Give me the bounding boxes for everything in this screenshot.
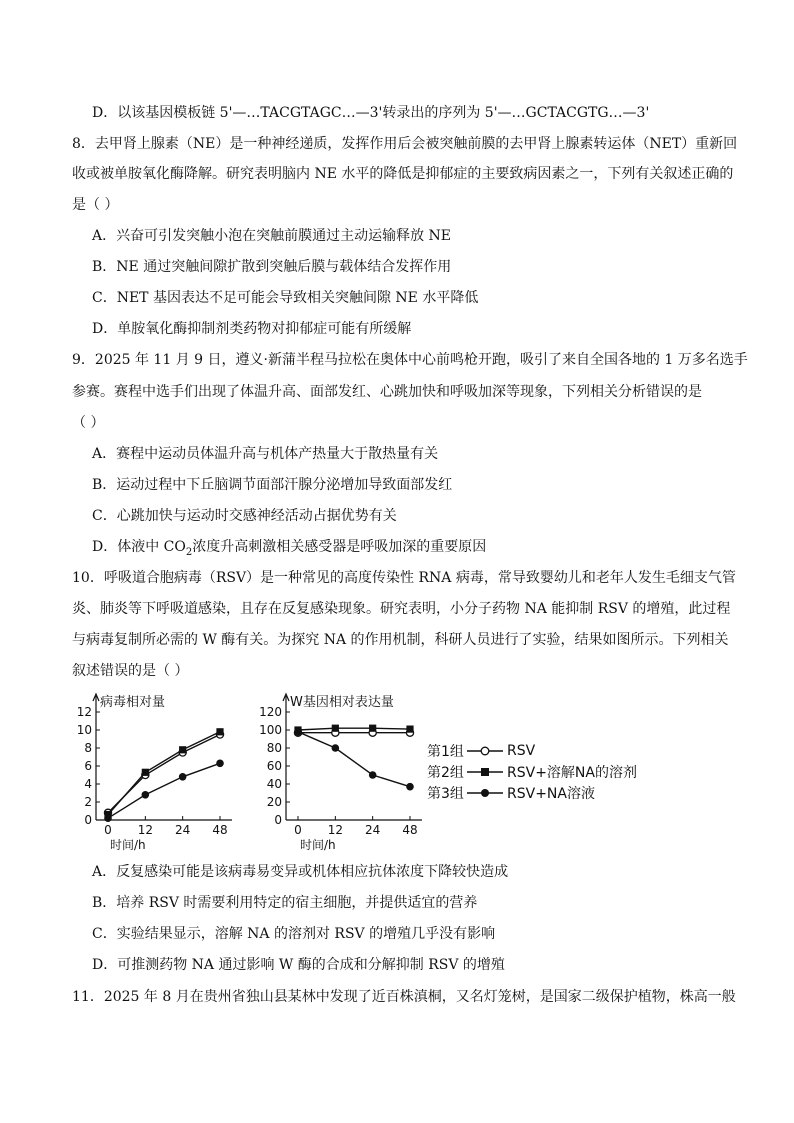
x-tick-label: 0 (104, 823, 112, 837)
data-point-filled-circle (294, 728, 302, 736)
y-tick-label: 0 (84, 813, 92, 827)
q8-option-a: A．兴奋可引发突触小泡在突触前膜通过主动运输释放 NE (92, 228, 452, 244)
x-tick-label: 12 (137, 823, 153, 837)
q9-option-d-post: 浓度升高刺激相关感受器是呼吸加深的重要原因 (192, 539, 487, 555)
y-tick-label: 12 (76, 705, 92, 719)
virus-amount-chart (60, 690, 240, 855)
legend-series-label: RSV+溶解NA的溶剂 (507, 764, 637, 781)
y-tick-label: 4 (84, 777, 92, 791)
q8-stem-line-3: 是（ ） (72, 197, 119, 213)
w-gene-expression-chart (250, 690, 430, 855)
y-tick-label: 10 (76, 723, 92, 737)
y-tick-label: 60 (266, 759, 282, 773)
series-line (108, 735, 220, 813)
q9-option-d (92, 537, 486, 563)
data-point-filled-circle (332, 744, 340, 752)
x-tick-label: 24 (365, 823, 381, 837)
data-point-filled-square (179, 746, 186, 753)
q9-option-d-pre: D．体液中 CO (92, 539, 186, 555)
x-axis-label: 时间/h (110, 838, 146, 852)
q9-stem-line-3: （ ） (72, 415, 105, 431)
series-line (298, 728, 410, 730)
y-tick-label: 8 (84, 741, 92, 755)
y-tick-label: 120 (259, 705, 282, 719)
x-tick-label: 24 (175, 823, 191, 837)
data-point-filled-circle (406, 783, 414, 791)
data-point-filled-circle (142, 791, 150, 799)
q10-stem-line-3: 与病毒复制所必需的 W 酶有关。为探究 NA 的作用机制，科研人员进行了实验，结果如图所示。下列相关 (72, 632, 729, 648)
q9-option-a: A．赛程中运动员体温升高与机体产热量大于散热量有关 (92, 446, 439, 462)
q8-option-b: B．NE 通过突触间隙扩散到突触后膜与载体结合发挥作用 (92, 259, 452, 275)
data-point-filled-square (142, 769, 149, 776)
q9-option-d-sub: 2 (185, 546, 193, 558)
q10-option-d: D．可推测药物 NA 通过影响 W 酶的合成和分解抑制 RSV 的增殖 (92, 957, 505, 973)
data-point-filled-circle (369, 771, 377, 779)
data-point-filled-circle (216, 760, 224, 768)
data-point-filled-square (216, 728, 223, 735)
q10-option-c: C．实验结果显示，溶解 NA 的溶剂对 RSV 的增殖几乎没有影响 (92, 926, 496, 942)
series-line (108, 763, 220, 818)
series-line (298, 732, 410, 787)
series-line (108, 732, 220, 815)
q11-stem-line-1: 11．2025 年 8 月在贵州省独山县某林中发现了近百株滇桐，又名灯笼树，是国家二级保护植物，株高一般 (72, 989, 736, 1005)
data-point-filled-square (332, 725, 339, 732)
x-tick-label: 48 (402, 823, 418, 837)
q8-option-d: D．单胺氧化酶抑制剂类药物对抑郁症可能有所缓解 (92, 321, 412, 337)
q10-option-b: B．培养 RSV 时需要利用特定的宿主细胞，并提供适宜的营养 (92, 895, 478, 911)
q10-stem-line-1: 10．呼吸道合胞病毒（RSV）是一种常见的高度传染性 RNA 病毒，常导致婴幼儿和老年人发生毛细支气管 (72, 570, 736, 586)
legend-item-group-1 (427, 740, 637, 761)
q10-stem-line-4: 叙述错误的是（ ） (72, 663, 189, 679)
chart-legend (427, 740, 637, 803)
q10-stem-line-2: 炎、肺炎等下呼吸道感染，且存在反复感染现象。研究表明，小分子药物 NA 能抑制 RSV 的增殖，此过程 (72, 601, 731, 617)
q8-option-c: C．NET 基因表达不足可能会导致相关突触间隙 NE 水平降低 (92, 290, 479, 306)
filled-circle-marker-icon (467, 786, 503, 800)
legend-group-label: 第3组 (427, 785, 464, 802)
q7-option-d: D．以该基因模板链 5'—…TACGTAGC…—3'转录出的序列为 5'—…GCTACGTG…—3' (92, 105, 650, 121)
open-circle-marker-icon (467, 744, 503, 758)
legend-series-label: RSV+NA溶液 (507, 785, 595, 802)
x-tick-label: 48 (212, 823, 228, 837)
data-point-filled-circle (179, 773, 187, 781)
x-axis-label: 时间/h (300, 838, 336, 852)
data-point-filled-square (406, 726, 413, 733)
y-tick-label: 40 (266, 777, 282, 791)
y-tick-label: 6 (84, 759, 92, 773)
filled-square-marker-icon (467, 765, 503, 779)
legend-item-group-2 (427, 761, 637, 782)
legend-item-group-3 (427, 782, 637, 803)
data-point-filled-square (369, 725, 376, 732)
legend-series-label: RSV (507, 742, 536, 759)
chart-title: 病毒相对量 (100, 695, 166, 710)
y-tick-label: 0 (274, 813, 282, 827)
y-tick-label: 100 (259, 723, 282, 737)
y-tick-label: 80 (266, 741, 282, 755)
q9-option-c: C．心跳加快与运动时交感神经活动占据优势有关 (92, 508, 397, 524)
q9-stem-line-2: 参赛。赛程中选手们出现了体温升高、面部发红、心跳加快和呼吸加深等现象，下列相关分析错误的是 (72, 384, 702, 400)
data-point-filled-circle (104, 814, 112, 822)
y-tick-label: 20 (266, 795, 282, 809)
q8-stem-line-1: 8．去甲肾上腺素（NE）是一种神经递质，发挥作用后会被突触前膜的去甲肾上腺素转运体（NET）重新回 (72, 136, 738, 152)
legend-group-label: 第2组 (427, 764, 464, 781)
q9-option-b: B．运动过程中下丘脑调节面部汗腺分泌增加导致面部发红 (92, 477, 453, 493)
x-tick-label: 12 (327, 823, 343, 837)
q10-option-a: A．反复感染可能是该病毒易变异或机体相应抗体浓度下降较快造成 (92, 864, 509, 880)
q9-stem-line-1: 9．2025 年 11 月 9 日，遵义·新蒲半程马拉松在奥体中心前鸣枪开跑，吸引了来自全国各地的 1 万多名选手 (72, 352, 748, 368)
x-tick-label: 0 (294, 823, 302, 837)
legend-group-label: 第1组 (427, 743, 464, 760)
q8-stem-line-2: 收或被单胺氧化酶降解。研究表明脑内 NE 水平的降低是抑郁症的主要致病因素之一，下列有关叙述正确的 (72, 166, 734, 182)
y-tick-label: 2 (84, 795, 92, 809)
chart-title: W基因相对表达量 (290, 695, 394, 710)
